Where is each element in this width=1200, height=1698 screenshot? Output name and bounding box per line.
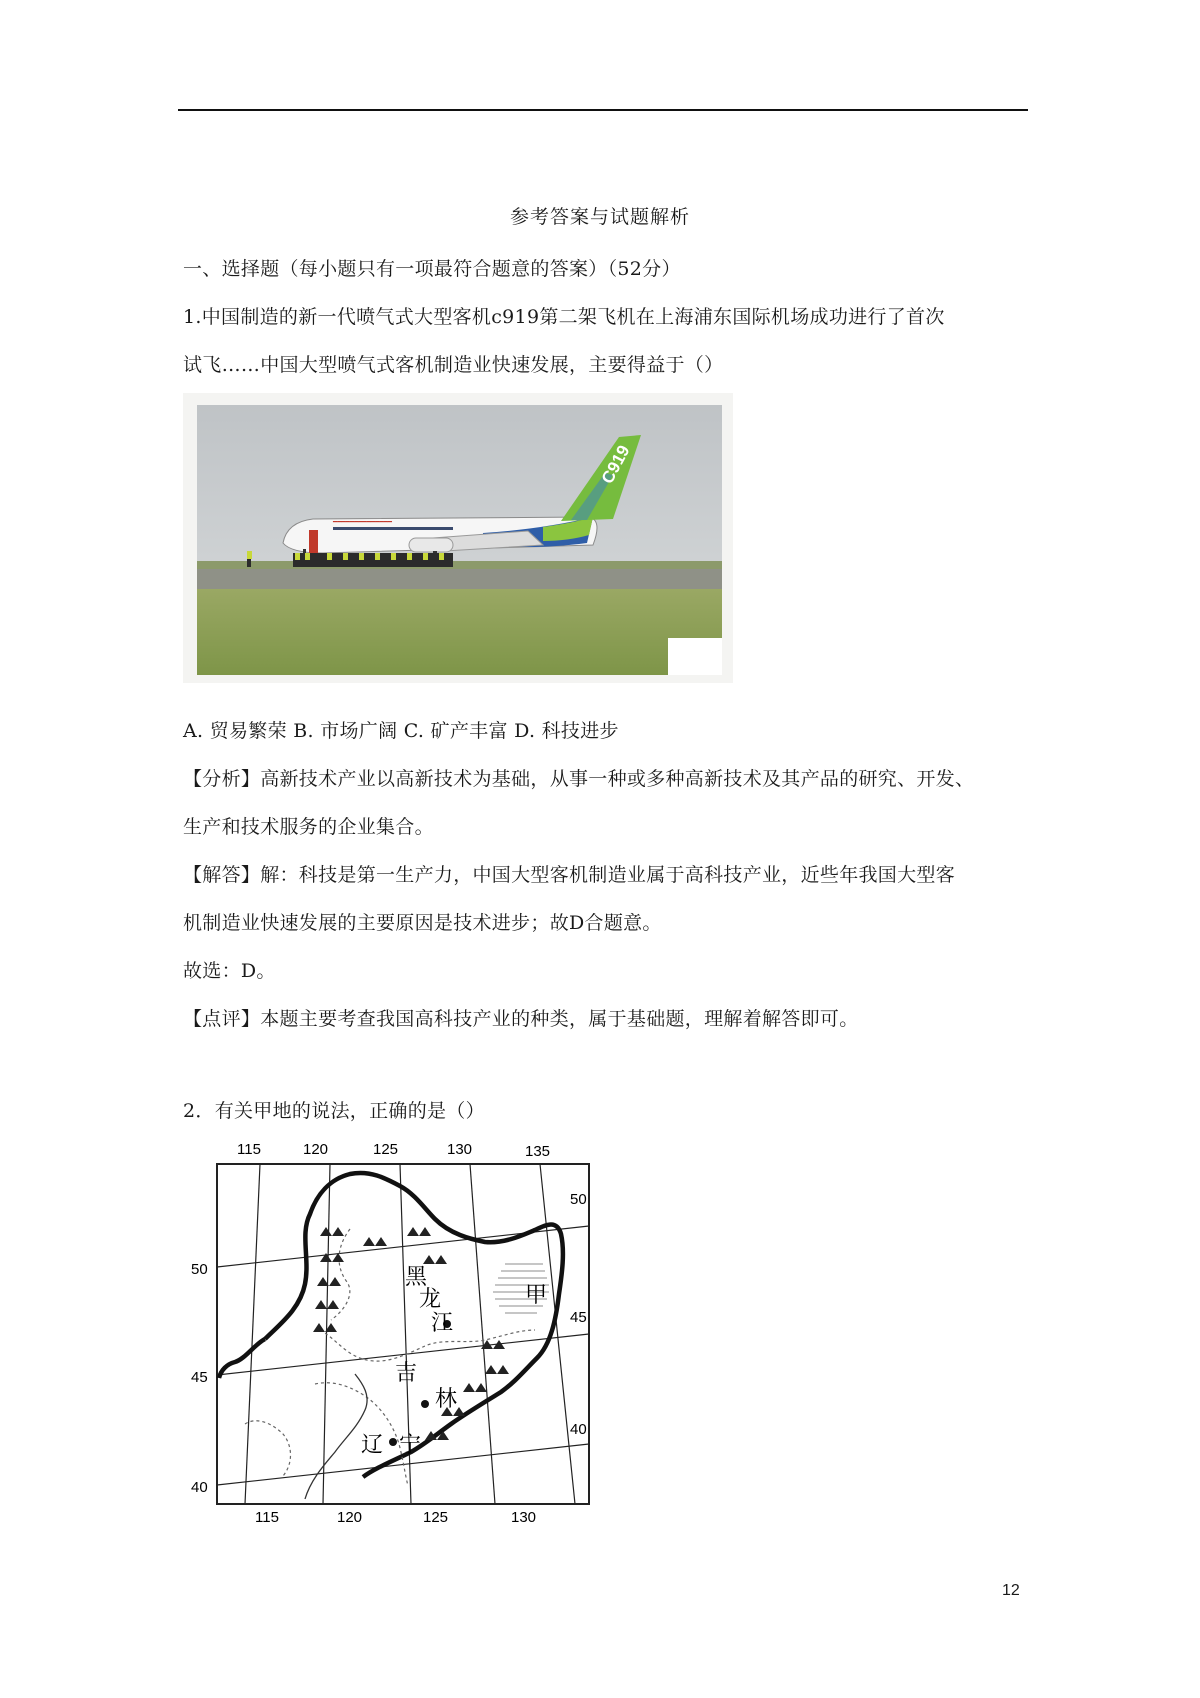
svg-text:━━━━━━━━━━━━━━: ━━━━━━━━━━━━━━	[333, 519, 393, 526]
section-heading: 一、选择题（每小题只有一项最符合题意的答案）（52分）	[183, 258, 681, 280]
question-1-options: A. 贸易繁荣 B. 市场广阔 C. 矿产丰富 D. 科技进步	[183, 720, 619, 742]
page-number: 12	[1002, 1582, 1020, 1599]
lon-label-bottom: 115	[255, 1509, 279, 1526]
question-1-line-2: 试飞……中国大型喷气式客机制造业快速发展，主要得益于（）	[183, 354, 724, 376]
lat-label-right: 40	[570, 1421, 587, 1438]
lon-label-top: 120	[303, 1141, 329, 1158]
analysis-line-2: 生产和技术服务的企业集合。	[183, 816, 434, 838]
answer-line-2: 机制造业快速发展的主要原因是技术进步；故D合题意。	[183, 912, 662, 934]
lon-label-top: 135	[525, 1143, 551, 1160]
lat-label-right: 45	[570, 1309, 587, 1326]
province-char: 辽	[361, 1432, 384, 1457]
lon-label-top: 125	[373, 1141, 399, 1158]
answer-line-1: 【解答】解：科技是第一生产力，中国大型客机制造业属于高科技产业，近些年我国大型客	[183, 864, 956, 886]
lon-label-top: 130	[447, 1141, 473, 1158]
analysis-line-1: 【分析】高新技术产业以高新技术为基础，从事一种或多种高新技术及其产品的研究、开发、	[183, 768, 975, 790]
province-char: 林	[435, 1386, 458, 1411]
plane-tail-text: C919	[597, 442, 634, 487]
province-char: 龙	[419, 1286, 442, 1311]
province-char: 黑	[405, 1264, 428, 1289]
region-label-jia: 甲	[525, 1282, 548, 1307]
c919-airplane-photo	[183, 393, 733, 683]
lat-label-left: 45	[191, 1369, 208, 1386]
answer-choice: 故选：D。	[183, 960, 276, 982]
lat-label-left: 40	[191, 1479, 208, 1496]
header-rule	[178, 109, 1028, 111]
northeast-china-map	[185, 1134, 600, 1529]
province-char: 吉	[395, 1360, 418, 1385]
lat-label-left: 50	[191, 1261, 208, 1278]
lon-label-bottom: 130	[511, 1509, 537, 1526]
lon-label-bottom: 120	[337, 1509, 363, 1526]
province-char: 宁	[399, 1432, 422, 1457]
question-1-line-1: 1.中国制造的新一代喷气式大型客机c919第二架飞机在上海浦东国际机场成功进行了首次	[183, 306, 945, 328]
lon-label-top: 115	[237, 1141, 261, 1158]
document-title: 参考答案与试题解析	[509, 206, 690, 228]
comment-line: 【点评】本题主要考查我国高科技产业的种类，属于基础题，理解着解答即可。	[183, 1008, 859, 1030]
province-char: 江	[431, 1310, 454, 1335]
question-2-line-1: 2．有关甲地的说法，正确的是（）	[183, 1100, 485, 1122]
lat-label-right: 50	[570, 1191, 587, 1208]
lon-label-bottom: 125	[423, 1509, 449, 1526]
